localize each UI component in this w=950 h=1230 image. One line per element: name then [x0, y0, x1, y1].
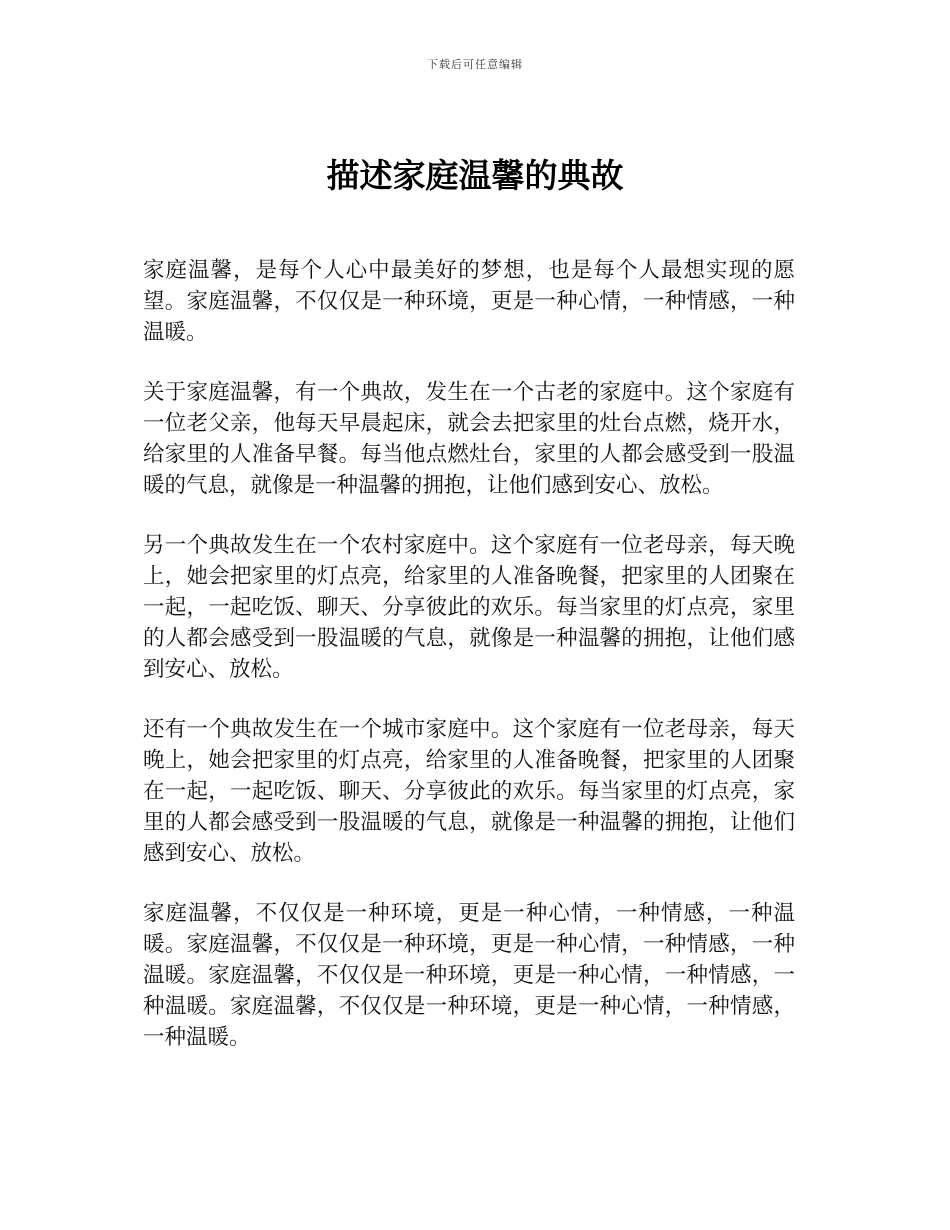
paragraph-conclusion: 家庭温馨，不仅仅是一种环境，更是一种心情，一种情感，一种温暖。家庭温馨，不仅仅是一种环境，更是一种心情，一种情感，一种温暖。家庭温馨，不仅仅是一种环境，更是一种心情，一种情感，一种温暖。家庭温馨，不仅仅是一种环境，更是一种心情，一种情感，一种温暖。: [143, 901, 795, 1050]
paragraph-story-father: 关于家庭温馨，有一个典故，发生在一个古老的家庭中。这个家庭有一位老父亲，他每天早晨起床，就会去把家里的灶台点燃，烧开水，给家里的人准备早餐。每当他点燃灶台，家里的人都会感受到一股温暖的气息，就像是一种温馨的拥抱，让他们感到安心、放松。: [143, 380, 795, 498]
page-header: 下载后可任意编辑: [427, 58, 523, 71]
paragraph-intro: 家庭温馨，是每个人心中最美好的梦想，也是每个人最想实现的愿望。家庭温馨，不仅仅是一种环境，更是一种心情，一种情感，一种温暖。: [143, 258, 795, 345]
document-title: 描述家庭温馨的典故: [326, 156, 624, 195]
document-body: [143, 255, 795, 1082]
paragraph-story-city: 还有一个典故发生在一个城市家庭中。这个家庭有一位老母亲，每天晚上，她会把家里的灯点亮，给家里的人准备晚餐，把家里的人团聚在一起，一起吃饭、聊天、分享彼此的欢乐。每当家里的灯点亮，家里的人都会感受到一股温暖的气息，就像是一种温馨的拥抱，让他们感到安心、放松。: [143, 717, 795, 866]
paragraph-story-rural: 另一个典故发生在一个农村家庭中。这个家庭有一位老母亲，每天晚上，她会把家里的灯点亮，给家里的人准备晚餐，把家里的人团聚在一起，一起吃饭、聊天、分享彼此的欢乐。每当家里的灯点亮，家里的人都会感受到一股温暖的气息，就像是一种温馨的拥抱，让他们感到安心、放松。: [143, 533, 795, 682]
